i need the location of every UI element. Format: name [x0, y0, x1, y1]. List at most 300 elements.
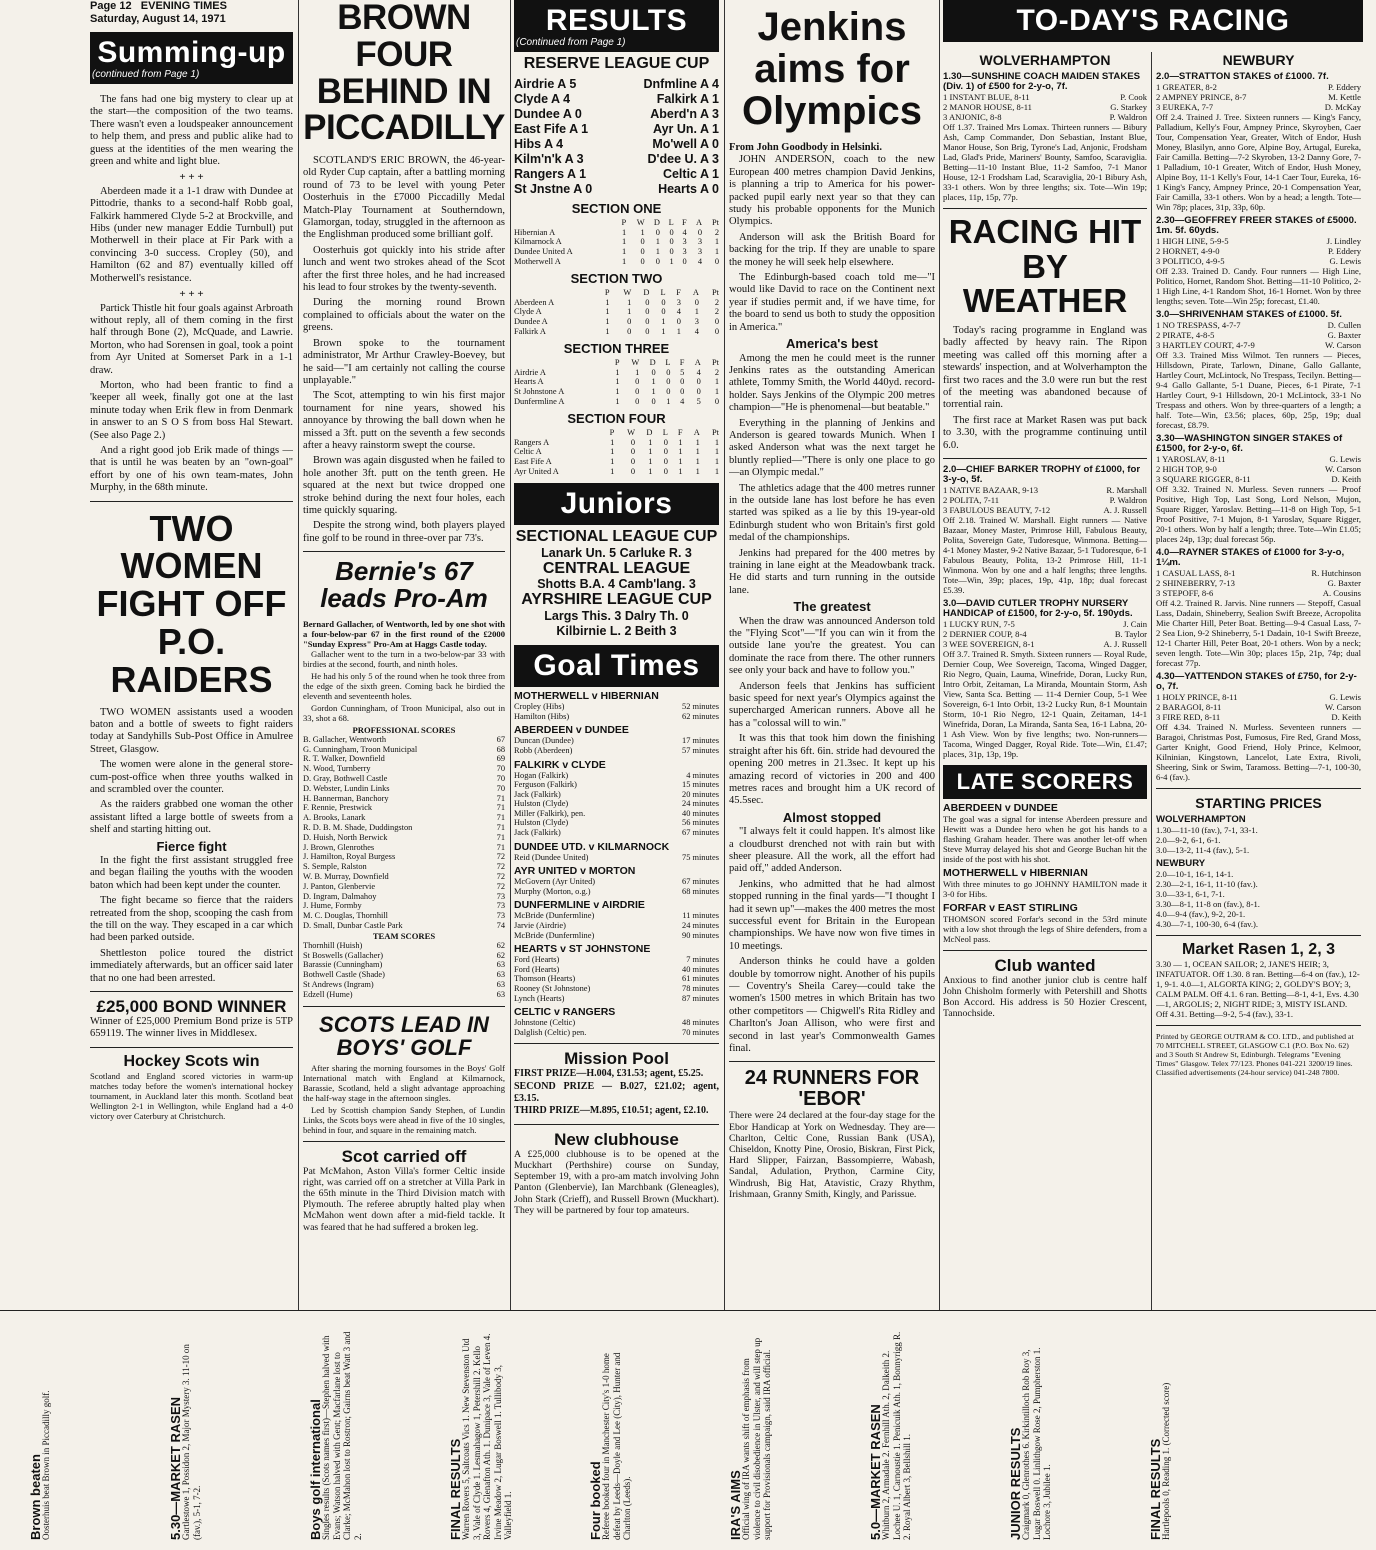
- column-header: Pt: [712, 217, 719, 227]
- pro-score-row: [303, 774, 505, 784]
- race-placing: [1156, 340, 1361, 350]
- team-cell: Celtic A: [514, 447, 542, 457]
- scorer: Duncan (Dundee): [514, 736, 574, 746]
- player-score: 74: [496, 920, 505, 930]
- column-header: A: [695, 217, 703, 227]
- stat-cell: 0: [680, 387, 685, 397]
- race-placing: [943, 639, 1147, 649]
- stat-cell: 0: [696, 387, 701, 397]
- reserve-cup-title: RESERVE LEAGUE CUP: [523, 55, 710, 72]
- stop-press-item: [450, 1330, 570, 1540]
- late-scorers-list: [943, 802, 1147, 944]
- match-title: CELTIC v RANGERS: [514, 1006, 616, 1019]
- scorer: Hulston (Clyde): [514, 818, 569, 828]
- goal-minute: 20 minutes: [682, 789, 719, 799]
- player-score: 63: [496, 989, 505, 999]
- goal-line: [514, 828, 719, 838]
- jockey: A. J. Russell: [1103, 638, 1147, 649]
- race-placing: [1156, 712, 1361, 722]
- stat-cell: 0: [635, 377, 640, 387]
- jockey: P. Waldron: [1109, 494, 1147, 505]
- player-name: W. B. Murray, Downfield: [303, 871, 389, 881]
- stat-cell: 0: [655, 227, 660, 237]
- player-name: J. Brown, Glenrothes: [303, 842, 375, 852]
- race-heading: 1.30—SUNSHINE COACH MAIDEN STAKES (Div. 1) of £500 for 2-y-o, 7f.: [943, 71, 1141, 92]
- stop-press-text: Hartlepools 0, Reading 1. (Corrected score): [1161, 1382, 1171, 1540]
- column-header: D: [646, 427, 653, 437]
- tie-row: [514, 182, 719, 197]
- ebor-headline: 24 RUNNERS FOR 'EBOR': [744, 1067, 920, 1111]
- race-placing: [1156, 256, 1361, 266]
- column-header: D: [649, 357, 656, 367]
- late-text: With three minutes to go JOHNNY HAMILTON made it 3-0 for Hibs.: [943, 878, 1147, 899]
- stat-cell: 5: [696, 396, 701, 406]
- scorer: Jack (Falkirk): [514, 828, 561, 838]
- table-row: [514, 467, 719, 477]
- race-details: Off 4.34. Trained N. Murless. Seventeen runners — Baragoi, Christmas Post, Fumosus, Fire Red, Grand Moss, Garter Knight, Good Friend, Holy Prince, Kelmoor, Kilninian, Kingstown, Lancelot, Late Extra, Rivoli, Sheering, Sink or Swim, Taramoss. Betting—7-1, 100-30, 6-4 (fav.).: [1156, 722, 1361, 782]
- jockey: J. Lindley: [1326, 236, 1361, 246]
- late-match: ABERDEEN v DUNDEE: [943, 801, 1058, 814]
- pro-score-row: [303, 735, 505, 745]
- horse: 1 GREATER, 8-2: [1156, 82, 1217, 92]
- stat-cell: 3: [682, 237, 687, 247]
- tie-row: [514, 167, 719, 182]
- race-placing: [943, 619, 1147, 629]
- column-header: P: [604, 287, 610, 297]
- horse: 1 LUCKY RUN, 7-5: [943, 618, 1015, 629]
- stat-cell: 0: [669, 227, 674, 237]
- late-text: The goal was a signal for intense Aberdeen pressure and Hewitt was a Dundee hero when he got his hands to a flashing Graham header. There was another let-off when Steve Murray delayed his shot and George Buchan hit the inside of the post with his shot.: [943, 813, 1147, 864]
- horse: 2 HORNET, 4-9-0: [1156, 246, 1220, 256]
- team-cell: Motherwell A: [514, 256, 561, 266]
- stat-cell: 0: [627, 326, 632, 336]
- stat-cell: 0: [714, 326, 719, 336]
- column-jenkins: [729, 0, 935, 1200]
- player-name: F. Rennie, Prestwick: [303, 803, 373, 813]
- jockey: J. Cain: [1123, 618, 1147, 629]
- racing-banner: TO-DAY'S RACING: [943, 0, 1363, 42]
- pro-score-row: [303, 892, 505, 902]
- jockey: G. Lewis: [1329, 692, 1361, 702]
- table-row: [514, 387, 719, 397]
- goal-times-list: [514, 690, 719, 1037]
- horse: 2 BARAGOI, 8-11: [1156, 702, 1222, 712]
- section-table: [514, 218, 719, 267]
- goal-minute: 48 minutes: [682, 1018, 719, 1028]
- stat-cell: 1: [676, 326, 681, 336]
- section-table: [514, 358, 719, 407]
- stat-cell: 1: [678, 466, 683, 476]
- horse: 2 HIGH TOP, 9-0: [1156, 464, 1217, 474]
- bond-headline: £25,000 BOND WINNER: [96, 997, 287, 1017]
- player-score: 71: [496, 842, 505, 852]
- away-team: Aberd'n A 3: [650, 106, 719, 121]
- sp-line: 2.0—10-1, 16-1, 14-1.: [1156, 869, 1234, 879]
- pro-score-row: [303, 784, 505, 794]
- table-row: [514, 237, 719, 247]
- stop-press-item: [870, 1330, 990, 1540]
- column-header: W: [627, 427, 636, 437]
- away-team: Falkirk A 1: [656, 91, 719, 106]
- match-title: DUNFERMLINE v AIRDRIE: [514, 899, 645, 912]
- goal-minute: 11 minutes: [682, 911, 719, 921]
- player-name: A. Brooks, Lanark: [303, 813, 366, 823]
- reserve-cup-results: [514, 77, 719, 197]
- stat-cell: 1: [615, 377, 620, 387]
- kilbirnie-result: Kilbirnie L. 2 Beith 3: [556, 624, 677, 639]
- stop-press-text: Gartlestowe 1, Possidon 2, Major Mystery 3. 11-10 on (fav.), 5-1, 7-2.: [181, 1344, 202, 1540]
- stat-cell: 0: [696, 377, 701, 387]
- race-placing: [943, 92, 1147, 102]
- home-team: East Fife A 1: [514, 121, 589, 136]
- player-score: 63: [496, 979, 505, 989]
- goal-minute: 78 minutes: [682, 984, 719, 993]
- newbury-title: NEWBURY: [1222, 52, 1295, 68]
- race-details: Off 3.7. Trained R. Smyth. Sixteen runners — Royal Rude, Dernier Coup, Wee Sovereign, Tacoma, Winged Dagger, Rio Negro, Quain, Lauma, Winefride, Doran, Lucky Run, Intro Orbit, Zeitaman, La Miranda, Mountain Storm, Ash View, Santa Sca. Betting — 11-4 Dernier Coup, 5-1 Wee Sovereign, 6-1 Into Orbit, 13-2 Lucky Run, 8-1 Mountain Storm, 10-1 Rio Negro, 12-1 Quain, Zeitaman, 14-1 Winefrida, Doran, La Miranda, Santa Sea, 16-1 Labna, 20-1 Ash View. Won by five lengths; two. Non-runners—Tacoma, Winged Dagger, Royal Ride. Tote—Win, £1.47; places, 31p, 13p, 19p.: [943, 648, 1147, 759]
- stat-cell: 0: [694, 297, 699, 307]
- wolverhampton-races-2: [943, 465, 1147, 759]
- stat-cell: 1: [655, 247, 660, 257]
- player-name: R. D. B. M. Shade, Duddingston: [303, 822, 413, 832]
- stat-cell: 3: [682, 247, 687, 257]
- goal-line: [514, 1018, 719, 1028]
- scorer: Hamilton (Hibs): [514, 711, 570, 721]
- goal-line: [514, 780, 719, 790]
- column-header: W: [636, 217, 645, 227]
- goal-line: [514, 809, 719, 819]
- blank-cell: [514, 358, 606, 368]
- masthead-page: Page 12 EVENING TIMES: [90, 0, 227, 12]
- stat-cell: 1: [714, 377, 719, 387]
- stat-cell: 0: [682, 256, 687, 266]
- stat-cell: 1: [655, 237, 660, 247]
- goal-line: [514, 799, 719, 809]
- match-title: HEARTS v ST JOHNSTONE: [514, 943, 651, 956]
- stop-press-text: Whitburn 2, Armadale 2. Fernhill Ath. 2, Dalkeith 2. Lochee U. 1, Carnoustie 1. Penicuik Ath. 1, Bonnyrigg R. 2. Royal Albert 3, Bellshill 1.: [881, 1331, 912, 1540]
- away-team: D'dee U. A 3: [647, 151, 719, 166]
- pro-score-row: [303, 852, 505, 862]
- team-scores-header: TEAM SCORES: [372, 930, 436, 941]
- stat-cell: 0: [676, 317, 681, 327]
- race-placing: [1156, 702, 1361, 712]
- horse: 3 SQUARE RIGGER, 8-11: [1156, 474, 1251, 484]
- goal-line: [514, 911, 719, 921]
- player-name: D. Huish, North Berwick: [303, 832, 388, 842]
- goal-minute: 61 minutes: [682, 974, 719, 984]
- column-header: P: [614, 357, 620, 367]
- stat-cell: 0: [663, 447, 668, 457]
- mission-pool-lines: FIRST PRIZE—H.004, £31.53; agent, £5.25. SECOND PRIZE — B.027, £21.02; agent, £3.15. THIRD PRIZE—M.895, £10.51; agent, £2.10.: [514, 1068, 719, 1117]
- race-heading: 4.0—RAYNER STAKES of £1000 for 3-y-o, 1¼m.: [1156, 547, 1345, 568]
- pro-score-row: [303, 745, 505, 755]
- stat-cell: 1: [669, 256, 674, 266]
- player-name: M. C. Douglas, Thornhill: [303, 911, 388, 921]
- goal-line: [514, 771, 719, 781]
- column-header: F: [677, 427, 683, 437]
- stat-cell: 0: [669, 247, 674, 257]
- player-score: 73: [496, 911, 505, 921]
- scorer: Lynch (Hearts): [514, 993, 565, 1003]
- race-heading: 2.0—STRATTON STAKES of £1000. 7f.: [1156, 71, 1329, 82]
- blank-cell: [514, 288, 594, 298]
- table-row: [514, 447, 719, 457]
- race-heading: 3.30—WASHINGTON SINGER STAKES of £1500, for 2-y-o, 6f.: [1156, 433, 1343, 454]
- team-cell: Clyde A: [514, 307, 542, 317]
- stat-cell: 4: [682, 227, 687, 237]
- stat-cell: 1: [622, 237, 627, 247]
- stat-cell: 0: [663, 457, 668, 467]
- central-league-title: CENTRAL LEAGUE: [542, 559, 691, 577]
- race-heading: 2.30—GEOFFREY FREER STAKES of £5000. 1m. 5f. 60yds.: [1156, 215, 1357, 236]
- horse: 1 YAROSLAV, 8-11: [1156, 454, 1226, 464]
- boys-golf-body: After sharing the morning foursomes in the Boys' Golf International match with England at Kilmarnock, Barassie, Scotland, held a slight advantage approaching the half-way stage in the afternoon singles. Led by Scottish champion Sandy Stephen, of Lundin Links, the Scots boys were ahead in five of the 10 singles, behind in four, and square in the remaining match.: [303, 1062, 505, 1135]
- jenkins-body: JOHN ANDERSON, coach to the new European 400 metres champion David Jenkins, is planning a trip to America for his power-packed pupil early next year so that they can study his probable opponents for the Munich Olympics. Anderson will ask the British Board for backing for the trip. If they are unable to spare the money he will seek help elsewhere. The Edinburgh-based coach told me—"I would like David to race on the Continent next year if studies permit and, if we have time, for the board to send us both to study the opposition in America." America's best Among the men he could meet is the runner Jenkins rates as the outstanding American athlete, Tommy Smith, the World 440yd. record-holder. Says Jenkins of the Olympic 200 metres champion—"He is phenomenal—but beatable." Everything in the planning of Jenkins and Anderson is geared towards Munich. When I asked Anderson what was the next target he bluntly replied—"There is only one place to go—an Olympic medal." The athletics adage that the 400 metres runner in the outside lane has lost before he has even started was spiked as a lie by this 19-year-old Edinburgh student who won Britain's first gold medal of the championships. Jenkins had prepared for the 400 metres by training in lane eight at the Meadowbank track. He did starts and turn running in the outside lane. The greatest When the draw was announced Anderson told the "Flying Scot"—"If you can win it from the outside lane you're the greatest. You can dominate the race from there. The other runners see only your back and have to follow you." Anderson feels that Jenkins has sufficient basic speed for next year's Olympics against the supercharged American runners. Above all he has a "colossal will to win." It was this that took him down the finishing straight after his 6ft. 6in. stride had devoured the opening 200 metres in 21.3sec. It kept up his amazing record of victories in 200 and 400 metres races and brought him a UK record of 45.5sec. Almost stopped "I always felt it could happen. It's almost like a cloudburst drenched not with rain but with sheer pleasure. All the work, all the effort had paid off," added Anderson. Jenkins, who admitted that he had almost stopped running in the final yards—"I thought I had it sewn up"—makes the 400 metres the most successful event for Britain in the European championships. We have now won five times in 10 meetings. Anderson thinks he could have a golden double by tomorrow night. Another of his pupils — Coventry's Sheila Carey—could take the women's 1500 metres in which Britain has two other competitors — Chigwell's Rita Ridley and Charlton's Joan Allison, who were first and second in last year's Commonwealth Games final.: [729, 154, 935, 1055]
- club-wanted-title: Club wanted: [994, 955, 1096, 975]
- away-team: Hearts A 0: [658, 181, 719, 196]
- horse: 3 POLITICO, 4-9-5: [1156, 256, 1225, 266]
- stat-cell: 1: [714, 466, 719, 476]
- race-details: Off 2.18. Trained W. Marshall. Eight runners — Native Bazaar, Money Master, Primrose Hill, Fabulous Beauty, Polita, Sovereign Gate, Tudoresque, Winmona. Betting—4-1 Money Master, 9-2 Native Bazaar, 5-1 Tudoresque, 6-1 Fabulous Beauty, Polita, 13-2 Primrose Hill, 11-1 Winmona. Won by one and a half lengths; three lengths. Tote—Win, 39p; places, 19p, 41p, 18p; dual forecast £5.39.: [943, 514, 1147, 595]
- stat-cell: 1: [615, 396, 620, 406]
- stop-press-heading: 5.0—MARKET RASEN: [868, 1404, 883, 1540]
- race-placing: [943, 505, 1147, 515]
- wolverhampton-title: WOLVERHAMPTON: [979, 52, 1111, 68]
- stat-cell: 0: [651, 396, 656, 406]
- column-header: F: [679, 357, 685, 367]
- goal-line: [514, 931, 719, 941]
- stat-cell: 0: [630, 447, 636, 457]
- player-score: 71: [496, 793, 505, 803]
- home-team: Hibs A 4: [514, 136, 564, 151]
- column-golf: [303, 0, 505, 1233]
- blank-cell: [514, 428, 600, 438]
- race-placing: [1156, 102, 1361, 112]
- goal-line: [514, 984, 719, 994]
- stop-press-text: Craigmark 0, Glenrothes 6. Kirkintilloch Rob Roy 3, Lugar Boswell 0. Linlithgow Rose 2, Pumpherston 1. Lochore 3, Jubilee 1.: [1021, 1347, 1052, 1540]
- column-header: P: [609, 427, 615, 437]
- stat-cell: 1: [648, 457, 653, 467]
- player-score: 73: [496, 901, 505, 911]
- team-cell: Falkirk A: [514, 326, 546, 336]
- horse: 3 ANJONIC, 8-8: [943, 112, 1002, 122]
- team-score-row: [303, 941, 505, 951]
- goal-minute: 15 minutes: [682, 780, 719, 790]
- goal-times-banner: Goal Times: [514, 645, 719, 687]
- race-placing: [1156, 692, 1361, 702]
- team-score-row: [303, 960, 505, 970]
- table-row: [514, 397, 719, 407]
- pro-score-row: [303, 911, 505, 921]
- po-raiders-headline: TWO WOMEN FIGHT OFF P.O. RAIDERS: [96, 507, 287, 700]
- goal-line: [514, 921, 719, 931]
- stat-cell: 2: [714, 297, 719, 307]
- stat-cell: 1: [714, 447, 719, 457]
- player-name: Barassie (Cunningham): [303, 960, 383, 970]
- stat-cell: 0: [645, 297, 650, 307]
- imprint: Printed by GEORGE OUTRAM & CO. LTD., and published at 70 MITCHELL STREET, GLASGOW C.1 (P.O. Box No. 62) and 3 South St Andrew St, Edinburgh. Telegrams "Evening Times" Glasgow. Telex 77/123. Phones 041-221 3200/19 lines. Classified advertisements (24-hour service) 041-248 7800.: [1156, 1031, 1354, 1077]
- stat-cell: 1: [661, 326, 666, 336]
- match-title: MOTHERWELL v HIBERNIAN: [514, 690, 659, 703]
- race-heading: 4.30—YATTENDON STAKES of £750, for 2-y-o, 7f.: [1156, 671, 1357, 692]
- jenkins-headline: Jenkins aims for Olympics: [741, 5, 923, 133]
- home-team: Kilm'n'k A 3: [514, 151, 584, 166]
- stat-cell: 0: [669, 237, 674, 247]
- tie-row: [514, 137, 719, 152]
- player-name: H. Bannerman, Banchory: [303, 793, 389, 803]
- scorer: Miller (Falkirk), pen.: [514, 808, 586, 818]
- player-score: 68: [496, 744, 505, 754]
- race-details: Off 2.4. Trained J. Tree. Sixteen runners — King's Fancy, Palladium, Kelly's Four, Ampney Prince, Skyroyben, Caer Tour, Compensation Year, Greater, Witch of Endor, Hush Money, Blasilyn, anno Gore, Alpine Boy, Artugal, Eureka, Fair Camilla. Betting—7-2 Skyroben, 13-2 Danny Gore, 7-1 Palladium, 10-1 Greater, Witch of Endor, Hush Money, Alpine Boy, 11-1 Kelly's Four, 14-1 Caer Tour, Eureka, 16-1 King's Fancy, Ampney Prince, 20-1 Compensation Year, Fair Camilla, 33-1 others. Won by a head; a length. Tote—Win 78p; places, 31p, 33p, 60p.: [1156, 112, 1361, 212]
- bond-text: Winner of £25,000 Premium Bond prize is 5TP 659119. The winner lives in Middlesex.: [90, 1015, 293, 1040]
- stat-cell: 1: [622, 227, 627, 237]
- stat-cell: 1: [610, 437, 615, 447]
- player-name: N. Wood, Turnberry: [303, 764, 371, 774]
- team-score-row: [303, 990, 505, 1000]
- player-score: 67: [496, 734, 505, 744]
- stop-press-heading: Four booked: [588, 1461, 603, 1540]
- section-header-row: [514, 288, 719, 298]
- scorer: McGovern (Ayr United): [514, 877, 596, 887]
- horse: 3 FIRE RED, 8-11: [1156, 712, 1221, 722]
- jockey: M. Kettle: [1328, 92, 1361, 102]
- stat-cell: 1: [627, 307, 632, 317]
- race-placing: [1156, 464, 1361, 474]
- stat-cell: 1: [651, 387, 656, 397]
- largs-result: Largs This. 3 Dalry Th. 0: [544, 609, 689, 624]
- race-placing: [1156, 578, 1361, 588]
- bernie-headline: Bernie's 67 leads Pro-Am: [320, 556, 488, 614]
- stat-cell: 0: [640, 247, 645, 257]
- stat-cell: 1: [714, 247, 719, 257]
- column-header: L: [665, 357, 671, 367]
- results-banner: RESULTS (Continued from Page 1): [514, 0, 719, 52]
- away-team: Dnfmline A 4: [643, 76, 719, 91]
- market-rasen-results: 3.30 — 1, OCEAN SAILOR; 2, JANE'S HEIR; 3, INFATUATOR. Off 1.30. 8 ran. Betting—6-4 on (fav.), 12-1, 9-1. 4.0—1, ALGORTA KING; 2, GOLDY'S BOY; 3, CALM PALM. Off 4.1. 6 ran. Betting—8-1, 4-1, Evs. 4.30—1, ARGOLIS; 2, NIGHT RIDE; 3, MISTY ISLAND. Off 4.31. Betting—9-2, 5-4 (fav.), 33-1.: [1156, 958, 1360, 1019]
- racing-hit-headline: RACING HIT BY WEATHER: [948, 213, 1142, 320]
- sp-venue: WOLVERHAMPTON: [1156, 814, 1246, 825]
- stop-press-text: Referee booked four in Manchester City's 1-0 home defeat by Leeds—Doyle and Lee (City), Hunter and Charlton (Leeds).: [601, 1352, 632, 1540]
- goal-minute: 87 minutes: [682, 993, 719, 1003]
- player-score: 73: [496, 891, 505, 901]
- player-score: 71: [496, 822, 505, 832]
- stat-cell: 0: [630, 466, 636, 476]
- stat-cell: 1: [666, 396, 671, 406]
- race-details: Off 2.33. Trained D. Candy. Four runners — High Line, Politico, Hornet, Random Shot. Betting—11-10 Politico, 2-1 High Line, 4-1 Random Shot, 16-1 Hornet. Won by three lengths; seven. Tote—Win 25p; forecast, £1.40.: [1156, 266, 1361, 306]
- juniors-banner: Juniors: [514, 483, 719, 525]
- tie-row: [514, 92, 719, 107]
- hockey-headline: Hockey Scots win: [123, 1052, 260, 1070]
- race-details: Off 3.32. Trained N. Murless. Seven runners — Proof Positive, High Top, Last Song, Lord Nelson, Mujon, Square Rigger, Yaroslav. Betting—11-8 on High Top, 5-1 Proof Positive, 7-1 Mujon, 8-1 Yaroslav, Square Rigger, 20-1 others. Won by half a length; three. Tote—Win £1.05; places 24p, 13p; dual forecast 56p.: [1156, 484, 1361, 544]
- race-placing: [1156, 454, 1361, 464]
- scorer: Jarvie (Airdrie): [514, 921, 566, 931]
- club-wanted-text: Anxious to find another junior club is centre half John Chisholm formerly with Petershill and Shotts Bon Accord. His address is 50 Hozier Crescent, Tannochside.: [943, 974, 1147, 1020]
- race-details: Off 1.37. Trained Mrs Lomax. Thirteen runners — Bibury Ash, Camp Commander, Don Sebastian, Instant Blue, Manor House, Son Brig, Tyrone's Lad, Anjonic, Frodsham Lad, Glad's Pride, Mariners' Bounty, Samfoo, Scaraviglia. Betting—11-10 Instant Blue, 11-2 Samfoo, 7-1 Manor House, 12-1 Frodsham Lad, Scaraviglia, 20-1 Bibury Ash, 33-1 others. Won by three lengths; six. Tote—Win 19p; places, 11p, 15p, 77p.: [943, 122, 1147, 202]
- bernie-body: Gallacher went to the turn in a two-below-par 33 with birdies at the second, fourth, and ninth holes. He had his only 5 of the round when he took three from the edge of the sixth green. Coming back he birdied the eleventh and seventeenth holes. Gordon Cunningham, of Troon Municipal, also out in 33, shot a 68.: [303, 648, 505, 723]
- sp-line: 3.0—33-1, 6-1, 7-1.: [1156, 889, 1225, 899]
- player-score: 72: [496, 881, 505, 891]
- late-match: MOTHERWELL v HIBERNIAN: [943, 866, 1088, 879]
- horse: 1 CASUAL LASS, 8-1: [1156, 568, 1236, 578]
- stat-cell: 0: [663, 437, 668, 447]
- stat-cell: 0: [635, 387, 640, 397]
- team-cell: Rangers A: [514, 437, 550, 447]
- stat-cell: 1: [695, 466, 700, 476]
- player-name: St Boswells (Gallacher): [303, 950, 384, 960]
- sp-line: 4.30—7-1, 100-30, 6-4 (fav.).: [1156, 919, 1259, 929]
- stat-cell: 0: [651, 367, 656, 377]
- stat-cell: 1: [678, 457, 683, 467]
- late-match: FORFAR v EAST STIRLING: [943, 901, 1078, 914]
- player-name: G. Cunningham, Troon Municipal: [303, 744, 418, 754]
- jockey: R. Hutchinson: [1311, 568, 1361, 578]
- home-team: Rangers A 1: [514, 166, 587, 181]
- goal-minute: 67 minutes: [682, 828, 719, 838]
- player-score: 72: [496, 871, 505, 881]
- bernie-intro: Bernard Gallacher, of Wentworth, led by one shot with a four-below-par 67 in the first round of the £2000 "Sunday Express" Pro-Am at Haggs Castle today.: [303, 618, 505, 649]
- stat-cell: 1: [714, 237, 719, 247]
- stat-cell: 1: [678, 437, 683, 447]
- column-header: L: [662, 427, 668, 437]
- stat-cell: 1: [695, 457, 700, 467]
- column-header: W: [623, 287, 632, 297]
- goal-line: [514, 877, 719, 887]
- home-team: Airdrie A 5: [514, 76, 577, 91]
- goal-line: [514, 955, 719, 965]
- starting-prices-title: STARTING PRICES: [1195, 795, 1322, 811]
- stat-cell: 1: [610, 457, 615, 467]
- player-name: Edzell (Hume): [303, 989, 353, 999]
- table-row: [514, 368, 719, 378]
- stat-cell: 0: [640, 256, 645, 266]
- player-score: 72: [496, 862, 505, 872]
- stat-cell: 1: [714, 457, 719, 467]
- goal-minute: 57 minutes: [682, 745, 719, 755]
- stop-press-heading: IRA'S AIMS: [728, 1470, 743, 1540]
- team-cell: St Johnstone A: [514, 387, 565, 397]
- stat-cell: 4: [676, 307, 681, 317]
- stop-press-text: Warren Rovers 5, Saltcoats Vics 1. New Stevenston Utd 3, Vale of Clyde 1. Lesmahagow 1, Petershill 2. Kello Rovers 4, Glenafton Ath. 1. Dunipace 3, Vale of Leven 4. Irvine Meadow 2, Lugar Boswell 1. Tullibody 3, Valleyfield 1.: [461, 1333, 513, 1540]
- away-team: Ayr Un. A 1: [653, 121, 719, 136]
- race-placing: [1156, 82, 1361, 92]
- stat-cell: 0: [635, 396, 640, 406]
- stat-cell: 0: [627, 317, 632, 327]
- stat-cell: 1: [651, 377, 656, 387]
- tie-row: [514, 107, 719, 122]
- jockey: R. Marshall: [1106, 484, 1147, 495]
- horse: 2 POLITA, 7-11: [943, 494, 1000, 505]
- table-row: [514, 257, 719, 267]
- race-placing: [943, 485, 1147, 495]
- stop-press-heading: Boys golf international: [308, 1399, 323, 1540]
- goal-line: [514, 853, 719, 863]
- goal-minute: 7 minutes: [686, 955, 719, 965]
- race-heading: 3.0—DAVID CUTLER TROPHY NURSERY HANDICAP of £1500, for 2-y-o, 5f. 190yds.: [943, 597, 1133, 619]
- race-details: Off 4.2. Trained R. Jarvis. Nine runners — Stepoff, Casual Lass, Dadain, Shineberry, Sealion Swift Breeze, Acropolita Mie Charter Hill, Peter Boat. Betting—9-4 Casual Lass, 7-2 Sea Lion, 9-2 Shineberry, 5-1 Dadain, 10-1 Swift Breeze, 12-1 Charter Hill, Peter Boat, 20-1 others. Won by a neck; seven length. Tote—Win 30p; places 15p, 21p, 74p; dual forecast 77p.: [1156, 598, 1361, 668]
- team-cell: Ayr United A: [514, 466, 559, 476]
- column-header: P: [621, 217, 627, 227]
- jockey: G. Baxter: [1327, 578, 1361, 588]
- jockey: G. Lewis: [1329, 454, 1361, 464]
- stat-cell: 0: [714, 317, 719, 327]
- boys-golf-headline: SCOTS LEAD IN BOYS' GOLF: [319, 1011, 489, 1060]
- scorer: Ford (Hearts): [514, 964, 560, 974]
- player-score: 62: [496, 950, 505, 960]
- table-row: [514, 377, 719, 387]
- stat-cell: 1: [622, 247, 627, 257]
- player-name: J. Hamilton, Royal Burgess: [303, 852, 396, 862]
- column-header: Pt: [712, 287, 719, 297]
- team-cell: Dunfermline A: [514, 396, 565, 406]
